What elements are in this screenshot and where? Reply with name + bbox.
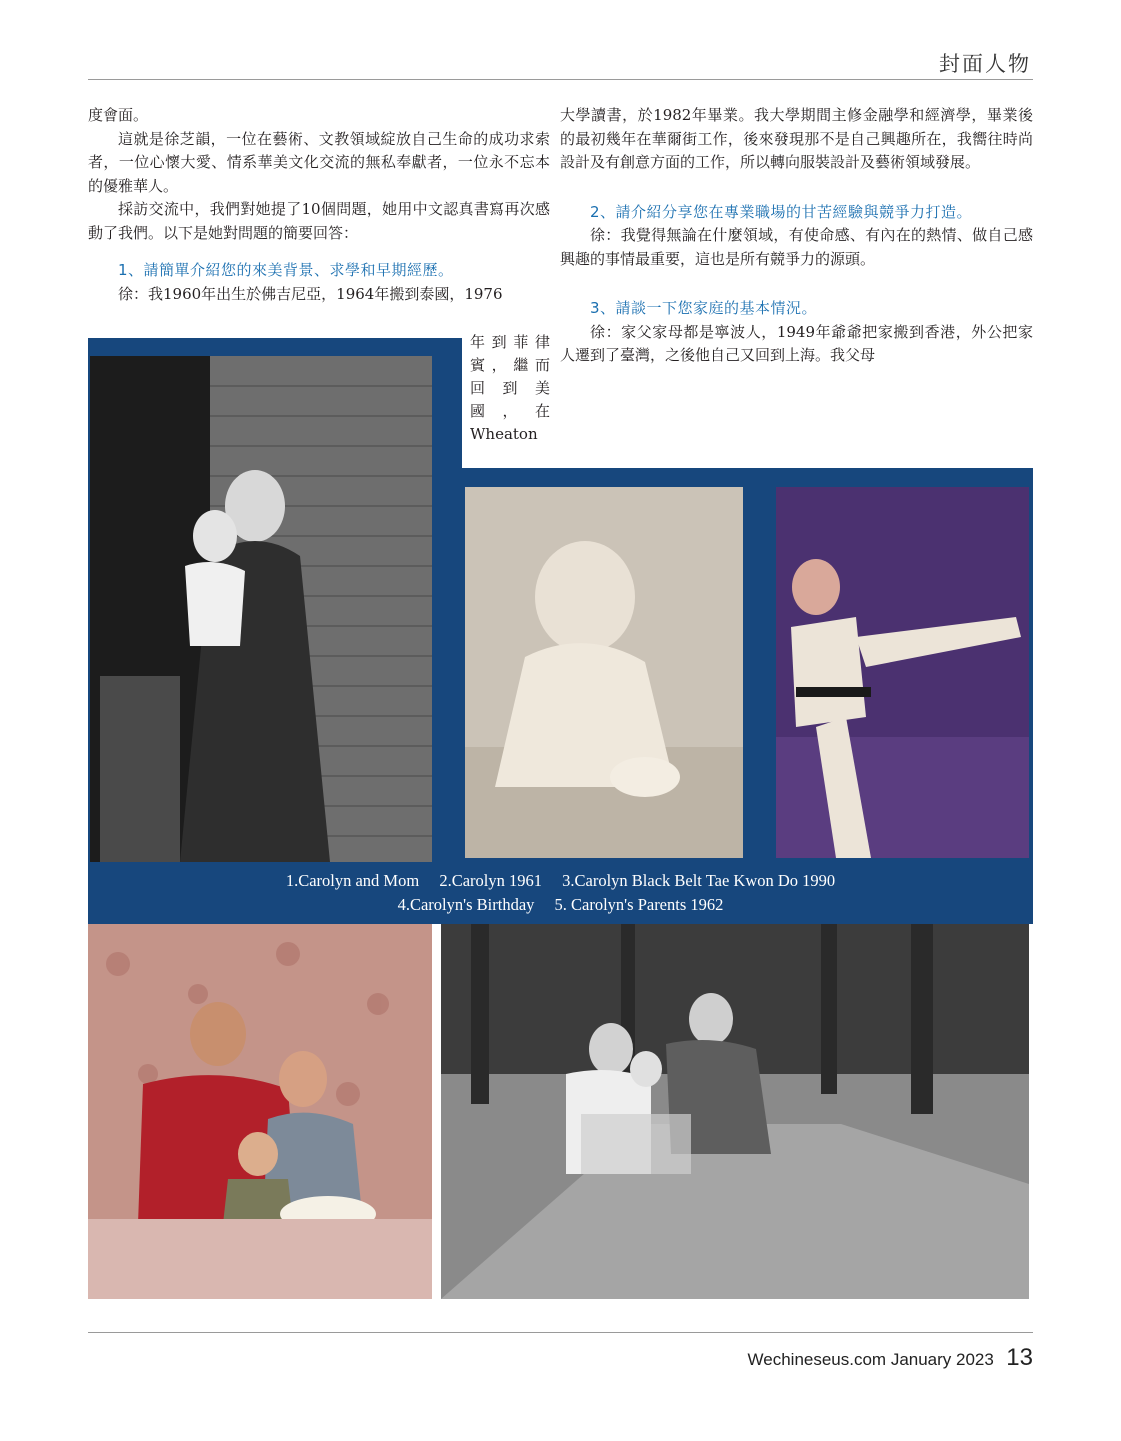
photo-carolyn-birthday — [88, 924, 432, 1299]
photo-carolyn-1961 — [465, 487, 743, 858]
footer-site-date: Wechineseus.com January 2023 — [747, 1350, 994, 1369]
photo-carolyn-black-belt — [776, 487, 1029, 858]
question-heading-1: 1、請簡單介紹您的來美背景、求學和早期經歷。 — [118, 261, 454, 279]
photo-caption-line-2 — [88, 895, 1033, 915]
answer-paragraph: 徐：我1960年出生於佛吉尼亞，1964年搬到泰國，1976 — [118, 284, 503, 303]
photo-carolyn-and-mom — [90, 356, 432, 862]
question-heading-2: 2、請介紹分享您在專業職場的甘苦經驗與競爭力打造。 — [590, 202, 973, 221]
caption-4: 4.Carolyn's Birthday — [397, 895, 535, 914]
caption-1: 1.Carolyn and Mom — [285, 871, 420, 890]
photo-carolyns-parents-1962 — [441, 924, 1029, 1299]
caption-2: 2.Carolyn 1961 — [439, 871, 542, 890]
paragraph: 採訪交流中，我們對她提了10個問題，她用中文認真書寫再次感動了我們。以下是她對問題的簡要回答： — [88, 200, 550, 242]
footer-divider — [88, 1332, 1033, 1333]
caption-3: 3.Carolyn Black Belt Tae Kwon Do 1990 — [562, 871, 836, 890]
caption-5: 5. Carolyn's Parents 1962 — [554, 895, 724, 914]
text-line: Wheaton — [470, 425, 538, 443]
paragraph: 這就是徐芝韻，一位在藝術、文教領域綻放自己生命的成功求索者，一位心懷大愛、情系華美文化交流的無私奉獻者，一位永不忘本的優雅華人。 — [88, 129, 550, 195]
paragraph: 大學讀書，於1982年畢業。我大學期間主修金融學和經濟學，畢業後的最初幾年在華爾街工作，後來發現那不是自己興趣所在，我嚮往時尚設計及有創意方面的工作，所以轉向服裝設計及藝術領域發展。 — [560, 106, 1033, 171]
answer-paragraph: 徐：家父家母都是寧波人，1949年爺爺把家搬到香港，外公把家人遷到了臺灣，之後他自己又回到上海。我父母 — [560, 322, 1033, 364]
text-line: 賓，繼而 — [470, 356, 550, 374]
header-divider — [88, 79, 1033, 80]
section-title: 封面人物 — [939, 52, 1031, 76]
text-line: 回 到 美 — [470, 379, 550, 397]
page-number: 13 — [1006, 1344, 1033, 1371]
photo-caption-line-1 — [88, 871, 1033, 891]
text-line: 國 ， 在 — [470, 402, 550, 420]
right-text-column — [560, 104, 1033, 368]
left-text-column — [88, 104, 550, 306]
question-heading-3: 3、請談一下您家庭的基本情況。 — [590, 299, 818, 317]
page-footer — [748, 1344, 1033, 1372]
wrapped-answer-text — [470, 331, 550, 446]
text-line: 年到菲律 — [470, 333, 550, 351]
answer-paragraph: 徐：我覺得無論在什麼領域，有使命感、有內在的熱情、做自己感興趣的事情最重要，這也是所有競爭力的源頭。 — [560, 226, 1033, 268]
paragraph: 度會面。 — [88, 106, 149, 124]
